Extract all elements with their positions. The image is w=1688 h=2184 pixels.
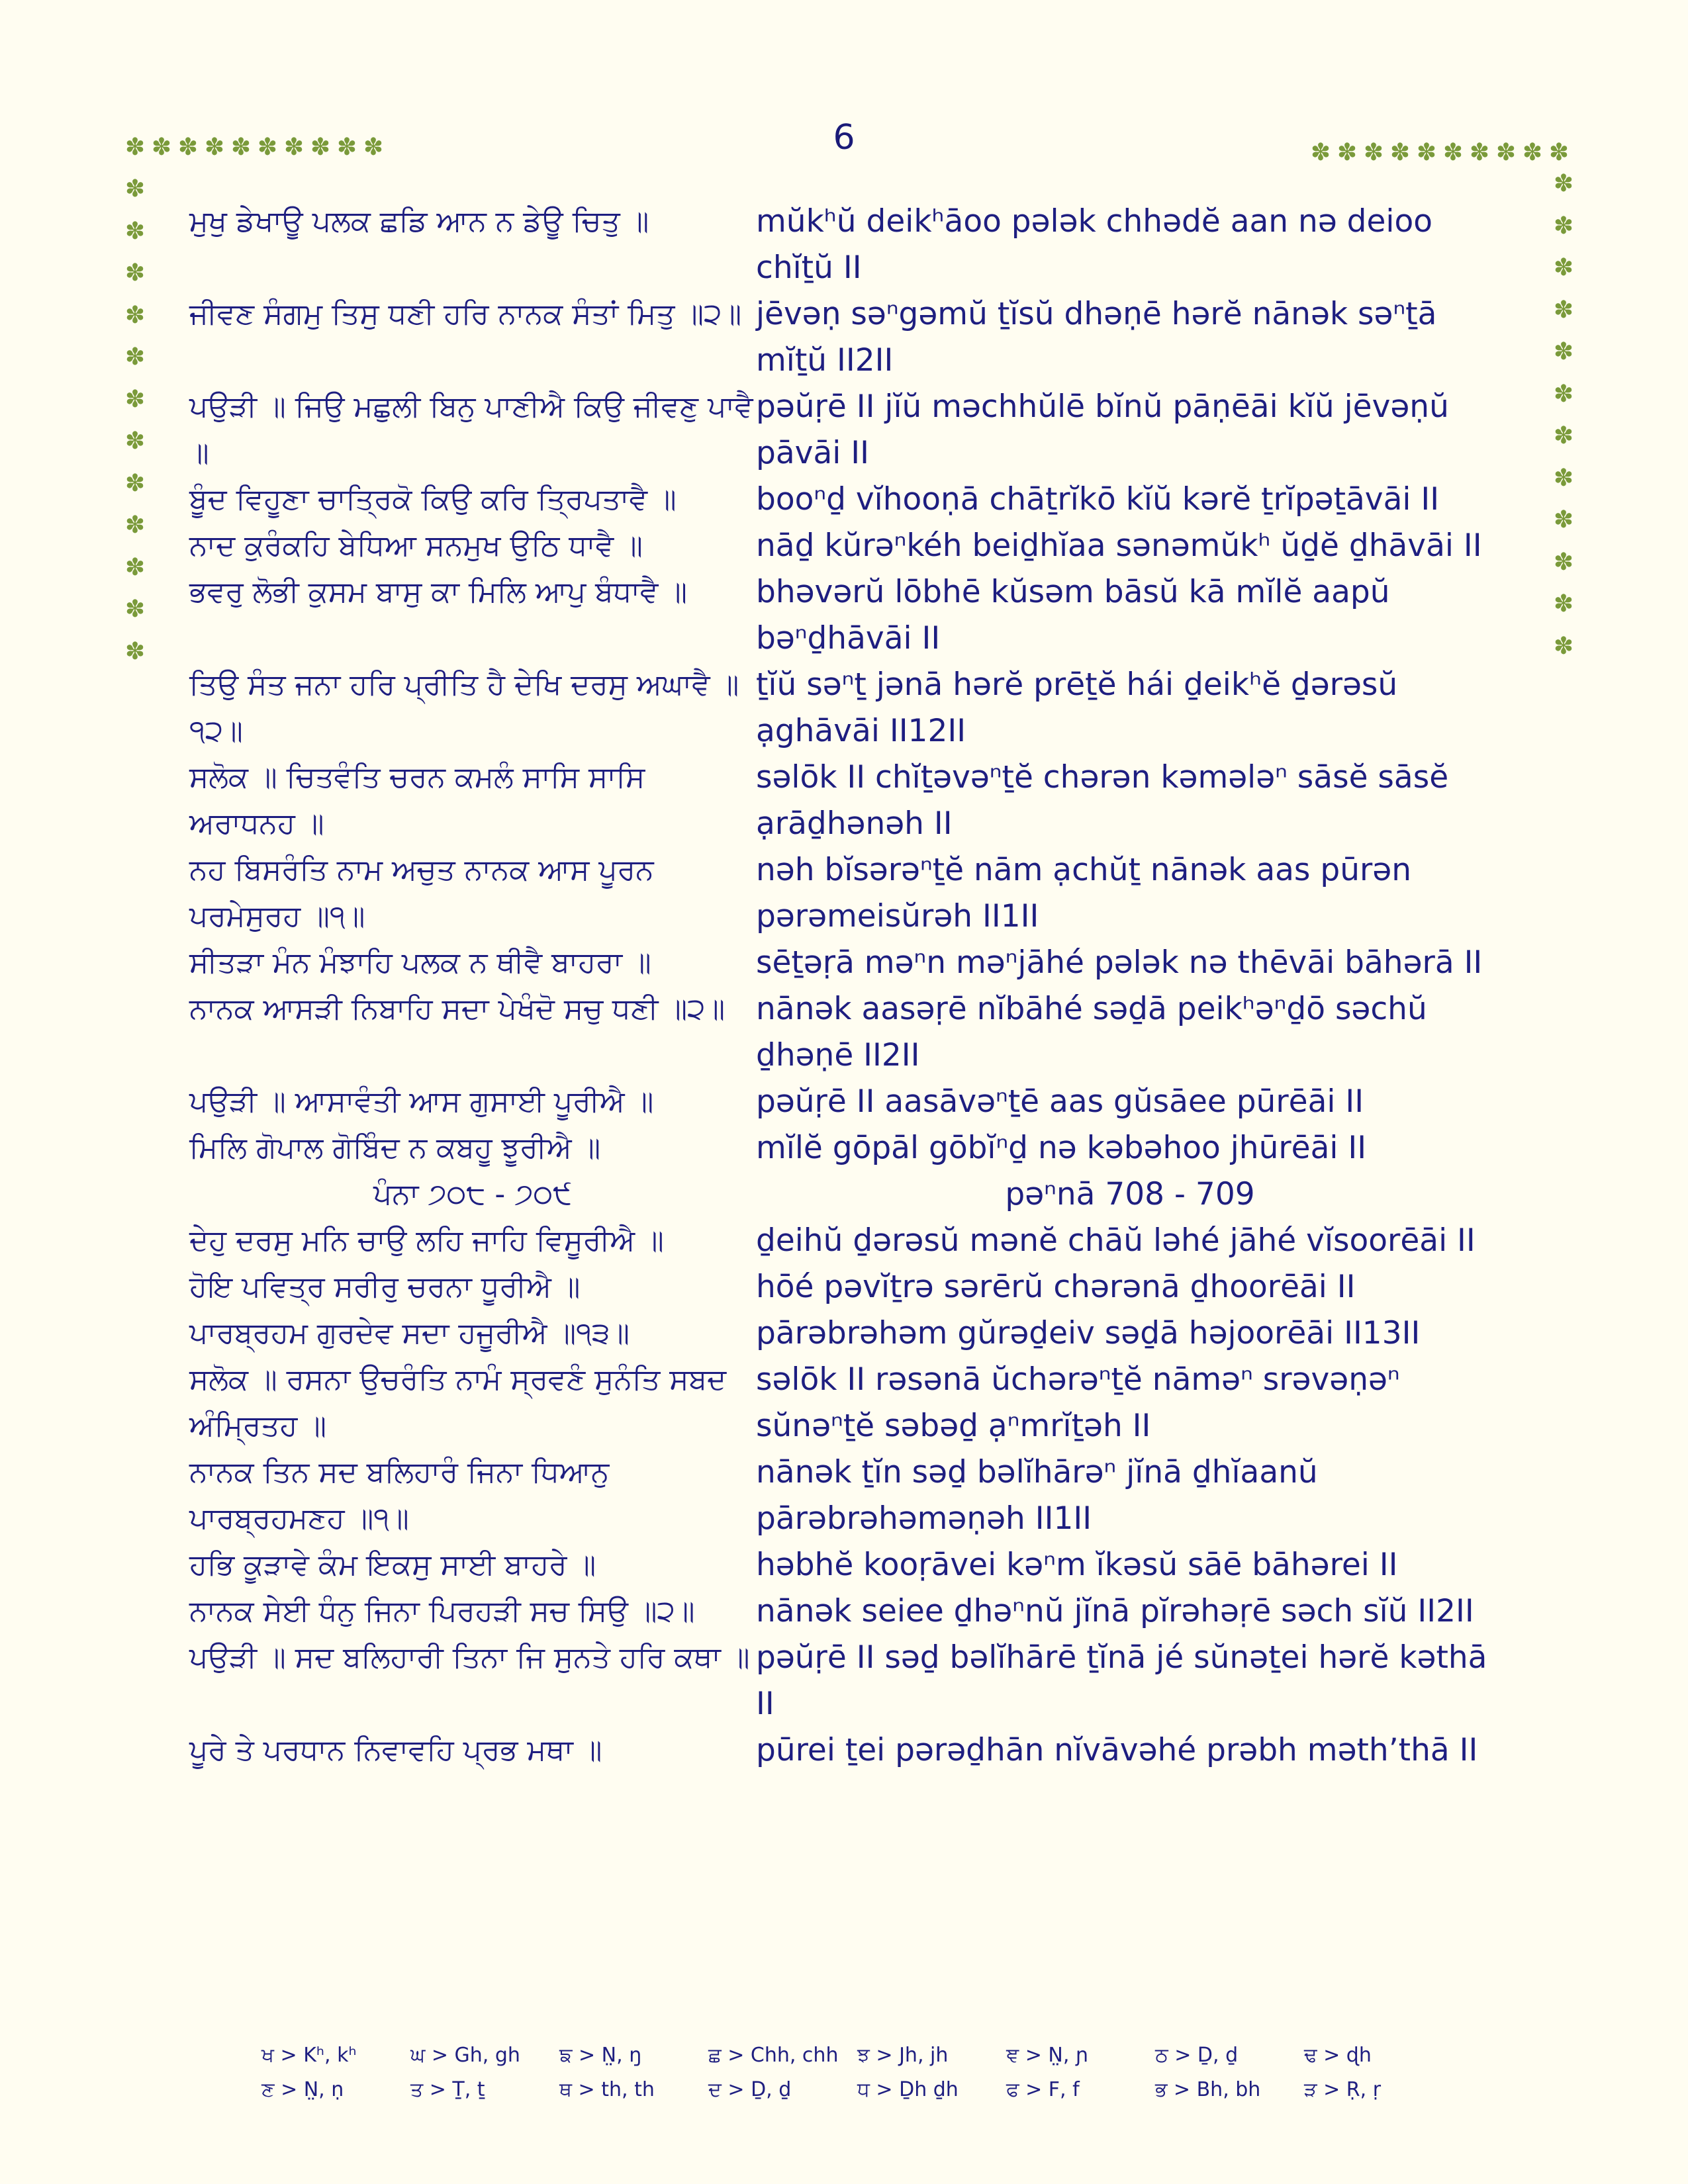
verse-row [189, 1542, 1520, 1588]
gurmukhi-text: ਨਹ ਬਿਸਰੰਤਿ ਨਾਮ ਅਚੁਤ ਨਾਨਕ ਆਸ ਪੂਰਨ ਪਰਮੇਸੁਰਹ ॥੧॥ [189, 853, 654, 933]
gurmukhi-text: ਸੀਤੜਾ ਮੰਨ ਮੰਝਾਹਿ ਪਲਕ ਨ ਥੀਵੈ ਬਾਹਰਾ ॥ [189, 946, 651, 979]
flower-icon: ✽ [124, 175, 146, 203]
flower-icon: ✽ [124, 469, 146, 497]
flower-icon: ✽ [124, 343, 146, 371]
transliteration-text: bhəvərŭ lōbhē kŭsəm bāsŭ kā mĭlĕ aapŭ bəⁿḏhāvāi II [756, 574, 1390, 657]
flower-icon: ✽ [1336, 139, 1358, 166]
verse-row [189, 199, 1520, 291]
transliteration-text: nānək aasəṛē nĭbāhé səḏā peikʰəⁿḏō səchŭ ḏhəṇē II2II [756, 991, 1427, 1073]
verse-row [189, 847, 1520, 940]
transliteration-text: pārəbrəhəm gŭrəḏeiv səḏā həjoorēāi II13II [756, 1315, 1421, 1351]
flower-icon: ✽ [257, 134, 278, 161]
transliteration-page-reference: pəⁿnā 708 - 709 [1005, 1176, 1255, 1212]
flower-icon: ✽ [1553, 632, 1574, 660]
transliteration-text: nānək ṯĭn səḏ bəlĭhārəⁿ jĭnā ḏhĭaanŭ pārəbrəhəməṇəh II1II [756, 1454, 1318, 1537]
flower-icon: ✽ [363, 134, 384, 161]
legend-item: ਖ > Kʰ, kʰ [261, 2044, 357, 2067]
verse-row [189, 1727, 1520, 1774]
flower-icon: ✽ [283, 134, 305, 161]
flower-icon: ✽ [1553, 506, 1574, 533]
transliteration-text: ḏeihŭ ḏərəsŭ mənĕ chāŭ ləhé jāhé vĭsoorēāi II [756, 1222, 1476, 1259]
legend-item: ਝ > Jh, jh [857, 2044, 949, 2067]
legend-item: ਣ > N̤, ṇ [261, 2078, 344, 2101]
verse-row [189, 1264, 1520, 1310]
verse-row [189, 1125, 1520, 1171]
ornament-border-top-right [1307, 141, 1572, 165]
transliteration-text: jēvəṇ səⁿgəmŭ ṯĭsŭ dhəṇē hərĕ nānək səⁿṯā mĭṯŭ II2II [756, 296, 1437, 379]
gurmukhi-text: ਹੋਇ ਪਵਿਤ੍ਰ ਸਰੀਰੁ ਚਰਨਾ ਧੂਰੀਐ ॥ [189, 1270, 581, 1304]
ornament-border-left [122, 177, 148, 682]
flower-icon: ✽ [1553, 254, 1574, 281]
gurmukhi-text: ਭਵਰੁ ਲੋਭੀ ਕੁਸਮ ਬਾਸੁ ਕਾ ਮਿਲਿ ਆਪੁ ਬੰਧਾਵੈ ॥ [189, 575, 688, 609]
ornament-border-top-left [122, 136, 387, 159]
verse-row [189, 523, 1520, 569]
verse-row [189, 1635, 1520, 1727]
verse-row [189, 1449, 1520, 1542]
flower-icon: ✽ [310, 134, 331, 161]
transliteration-text: booⁿḏ vĭhooṇā chāṯrĭkō kĭŭ kərĕ ṯrĭpəṯāvāi II [756, 481, 1440, 518]
transliteration-text: mŭkʰŭ deikʰāoo pələk chhədĕ aan nə deioo chĭṯŭ II [756, 203, 1432, 286]
transliteration-text: nāḏ kŭrəⁿkéh beiḏhĭaa sənəmŭkʰ ŭḏĕ ḏhāvāi II [756, 527, 1482, 564]
transliteration-text: səlōk II chĭṯəvəⁿṯĕ chərən kəmələⁿ sāsĕ sāsĕ ạrāḏhənəh II [756, 759, 1449, 842]
verse-row [189, 986, 1520, 1079]
flower-icon: ✽ [1495, 139, 1517, 166]
gurmukhi-text: ਬੂੰਦ ਵਿਹੂਣਾ ਚਾਤ੍ਰਿਕੋ ਕਿਉ ਕਰਿ ਤ੍ਰਿਪਤਾਵੈ ॥ [189, 482, 677, 516]
gurmukhi-text: ਪਾਰਬ੍ਰਹਮ ਗੁਰਦੇਵ ਸਦਾ ਹਜੂਰੀਐ ॥੧੩॥ [189, 1316, 630, 1350]
gurmukhi-page-reference: ਪੰਨਾ ੭੦੮ - ੭੦੯ [373, 1177, 573, 1211]
flower-icon: ✽ [1553, 422, 1574, 449]
verse-row [189, 291, 1520, 384]
flower-icon: ✽ [124, 134, 146, 161]
flower-icon: ✽ [204, 134, 225, 161]
flower-icon: ✽ [124, 553, 146, 581]
gurmukhi-text: ਪਉੜੀ ॥ ਜਿਉ ਮਛੁਲੀ ਬਿਨੁ ਪਾਣੀਐ ਕਿਉ ਜੀਵਣੁ ਪਾਵੈ ॥ [189, 390, 753, 470]
flower-icon: ✽ [1553, 380, 1574, 408]
flower-icon: ✽ [151, 134, 172, 161]
flower-icon: ✽ [1553, 590, 1574, 617]
legend-item: ਦ > Ḏ, ḏ [708, 2078, 792, 2101]
transliteration-text: mĭlĕ gōpāl gōbĭⁿḏ nə kəbəhoo jhūrēāi II [756, 1130, 1367, 1166]
transliteration-text: həbhĕ kooṛāvei kəⁿm ĭkəsŭ sāē bāhərei II [756, 1547, 1398, 1583]
verse-row [189, 1310, 1520, 1357]
legend-item: ਞ > N̤, ɲ [1006, 2044, 1089, 2067]
verse-row [189, 1357, 1520, 1449]
flower-icon: ✽ [1553, 296, 1574, 324]
verse-row [189, 477, 1520, 523]
legend-item: ਥ > th, th [559, 2078, 655, 2101]
flower-icon: ✽ [1553, 548, 1574, 576]
transliteration-text: hōé pəvĭṯrə sərērŭ chərənā ḏhoorēāi II [756, 1269, 1356, 1305]
flower-icon: ✽ [124, 596, 146, 623]
legend-item: ਤ > Ṯ, ṯ [410, 2078, 485, 2101]
flower-icon: ✽ [124, 637, 146, 665]
flower-icon: ✽ [1416, 139, 1437, 166]
verse-row [189, 754, 1520, 847]
flower-icon: ✽ [1553, 464, 1574, 492]
legend-item: ੜ > Ṛ, ṛ [1304, 2078, 1382, 2101]
flower-icon: ✽ [1553, 338, 1574, 365]
verse-table [189, 199, 1520, 1774]
gurmukhi-text: ਸਲੋਕ ॥ ਚਿਤਵੰਤਿ ਚਰਨ ਕਮਲੰ ਸਾਸਿ ਸਾਸਿ ਅਰਾਧਨਹ ॥ [189, 760, 645, 841]
gurmukhi-text: ਨਾਦ ਕੁਰੰਕਹਿ ਬੇਧਿਆ ਸਨਮੁਖ ਉਠਿ ਧਾਵੈ ॥ [189, 529, 643, 563]
gurmukhi-text: ਨਾਨਕ ਆਸੜੀ ਨਿਬਾਹਿ ਸਦਾ ਪੇਖੰਦੋ ਸਚੁ ਧਣੀ ॥੨॥ [189, 992, 726, 1026]
gurmukhi-text: ਨਾਨਕ ਤਿਨ ਸਦ ਬਲਿਹਾਰੰ ਜਿਨਾ ਧਿਆਨੁ ਪਾਰਬ੍ਰਹਮਣਹ ॥੧॥ [189, 1455, 610, 1535]
flower-icon: ✽ [1310, 139, 1331, 166]
legend-item: ਢ > ɖh [1304, 2044, 1372, 2067]
page-number: 6 [833, 118, 855, 158]
gurmukhi-text: ਪਉੜੀ ॥ ਸਦ ਬਲਿਹਾਰੀ ਤਿਨਾ ਜਿ ਸੁਨਤੇ ਹਰਿ ਕਥਾ ॥ [189, 1641, 750, 1674]
flower-icon: ✽ [1553, 212, 1574, 240]
gurmukhi-text: ਦੇਹੁ ਦਰਸੁ ਮਨਿ ਚਾਉ ਲਹਿ ਜਾਹਿ ਵਿਸੂਰੀਐ ॥ [189, 1224, 664, 1257]
verse-row [189, 1218, 1520, 1264]
transliteration-text: pūrei ṯei pərəḏhān nĭvāvəhé prəbh məth’thā II [756, 1732, 1478, 1768]
legend-row [261, 2038, 1453, 2073]
legend-item: ਧ > Ḏh ḏh [857, 2078, 959, 2101]
legend-row [261, 2073, 1453, 2107]
verse-row [189, 384, 1520, 477]
gurmukhi-text: ਪੂਰੇ ਤੇ ਪਰਧਾਨ ਨਿਵਾਵਹਿ ਪ੍ਰਭ ਮਥਾ ॥ [189, 1733, 602, 1767]
ornament-border-right [1550, 172, 1577, 676]
flower-icon: ✽ [1442, 139, 1464, 166]
verse-row [189, 940, 1520, 986]
verse-row [189, 662, 1520, 754]
legend-item: ਠ > Ḏ, ḏ [1155, 2044, 1239, 2067]
legend-item: ਫ > F, f [1006, 2078, 1080, 2101]
legend-item: ਛ > Chh, chh [708, 2044, 839, 2067]
flower-icon: ✽ [124, 259, 146, 287]
gurmukhi-text: ਨਾਨਕ ਸੇਈ ਧੰਨੁ ਜਿਨਾ ਪਿਰਹੜੀ ਸਚ ਸਿਉ ॥੨॥ [189, 1594, 695, 1628]
legend-item: ਘ > Gh, gh [410, 2044, 520, 2067]
verse-row [189, 569, 1520, 662]
gurmukhi-text: ਸਲੋਕ ॥ ਰਸਨਾ ਉਚਰੰਤਿ ਨਾਮੰ ਸ੍ਰਵਣੰ ਸੁਨੰਤਿ ਸਬਦ ਅੰਮ੍ਰਿਤਹ ॥ [189, 1363, 727, 1443]
transliteration-text: pəŭṛē II jĭŭ məchhŭlē bĭnŭ pāṇēāi kĭŭ jēvəṇŭ pāvāi II [756, 388, 1449, 471]
gurmukhi-text: ਮੁਖੁ ਡੇਖਾਊ ਪਲਕ ਛਡਿ ਆਨ ਨ ਡੇਊ ਚਿਤੁ ॥ [189, 205, 649, 238]
gurmukhi-text: ਪਉੜੀ ॥ ਆਸਾਵੰਤੀ ਆਸ ਗੁਸਾਈ ਪੂਰੀਐ ॥ [189, 1085, 654, 1118]
flower-icon: ✽ [1522, 139, 1543, 166]
transliteration-text: pəŭṛē II səḏ bəlĭhārē ṯĭnā jé sŭnəṯei hərĕ kəthā II [756, 1639, 1487, 1722]
transliteration-text: pəŭṛē II aasāvəⁿṯē aas gŭsāee pūrēāi II [756, 1083, 1364, 1120]
gurmukhi-text: ਹਭਿ ਕੂੜਾਵੇ ਕੰਮ ਇਕਸੁ ਸਾਈ ਬਾਹਰੇ ॥ [189, 1548, 596, 1582]
flower-icon: ✽ [124, 385, 146, 413]
flower-icon: ✽ [230, 134, 252, 161]
verse-row [189, 1588, 1520, 1635]
transliteration-legend [261, 2038, 1453, 2107]
legend-item: ਭ > Bh, bh [1155, 2078, 1261, 2101]
gurmukhi-text: ਤਿਉ ਸੰਤ ਜਨਾ ਹਰਿ ਪ੍ਰੀਤਿ ਹੈ ਦੇਖਿ ਦਰਸੁ ਅਘਾਵੈ ॥੧੨॥ [189, 668, 739, 748]
transliteration-text: ṯĭŭ səⁿṯ jənā hərĕ prēṯĕ hái ḏeikʰĕ ḏərəsŭ ạghāvāi II12II [756, 666, 1398, 749]
flower-icon: ✽ [1469, 139, 1490, 166]
gurmukhi-text: ਜੀਵਣ ਸੰਗਮੁ ਤਿਸੁ ਧਣੀ ਹਰਿ ਨਾਨਕ ਸੰਤਾਂ ਮਿਤੁ ॥੨॥ [189, 297, 742, 331]
flower-icon: ✽ [124, 428, 146, 455]
gurmukhi-text: ਮਿਲਿ ਗੋਪਾਲ ਗੋਬਿੰਦ ਨ ਕਬਹੂ ਝੂਰੀਐ ॥ [189, 1131, 601, 1165]
flower-icon: ✽ [1548, 139, 1570, 166]
transliteration-text: səlōk II rəsənā ŭchərəⁿṯĕ nāməⁿ srəvəṇəⁿ sŭnəⁿṯĕ səbəḏ ạⁿmrĭṯəh II [756, 1361, 1400, 1444]
flower-icon: ✽ [124, 301, 146, 329]
page-reference-row [189, 1171, 1520, 1218]
flower-icon: ✽ [1389, 139, 1411, 166]
transliteration-text: nānək seiee ḏhəⁿnŭ jĭnā pĭrəhəṛē səch sĭŭ II2II [756, 1593, 1474, 1629]
flower-icon: ✽ [124, 217, 146, 245]
flower-icon: ✽ [177, 134, 199, 161]
flower-icon: ✽ [336, 134, 357, 161]
flower-icon: ✽ [1363, 139, 1384, 166]
flower-icon: ✽ [124, 512, 146, 539]
legend-item: ਙ > N̤, ŋ [559, 2044, 642, 2067]
transliteration-text: sēṯəṛā məⁿn məⁿjāhé pələk nə thēvāi bāhərā II [756, 944, 1483, 981]
transliteration-text: nəh bĭsərəⁿṯĕ nām ạchŭṯ nānək aas pūrən pərəmeisŭrəh II1II [756, 852, 1412, 934]
verse-row [189, 1079, 1520, 1125]
flower-icon: ✽ [1553, 170, 1574, 197]
